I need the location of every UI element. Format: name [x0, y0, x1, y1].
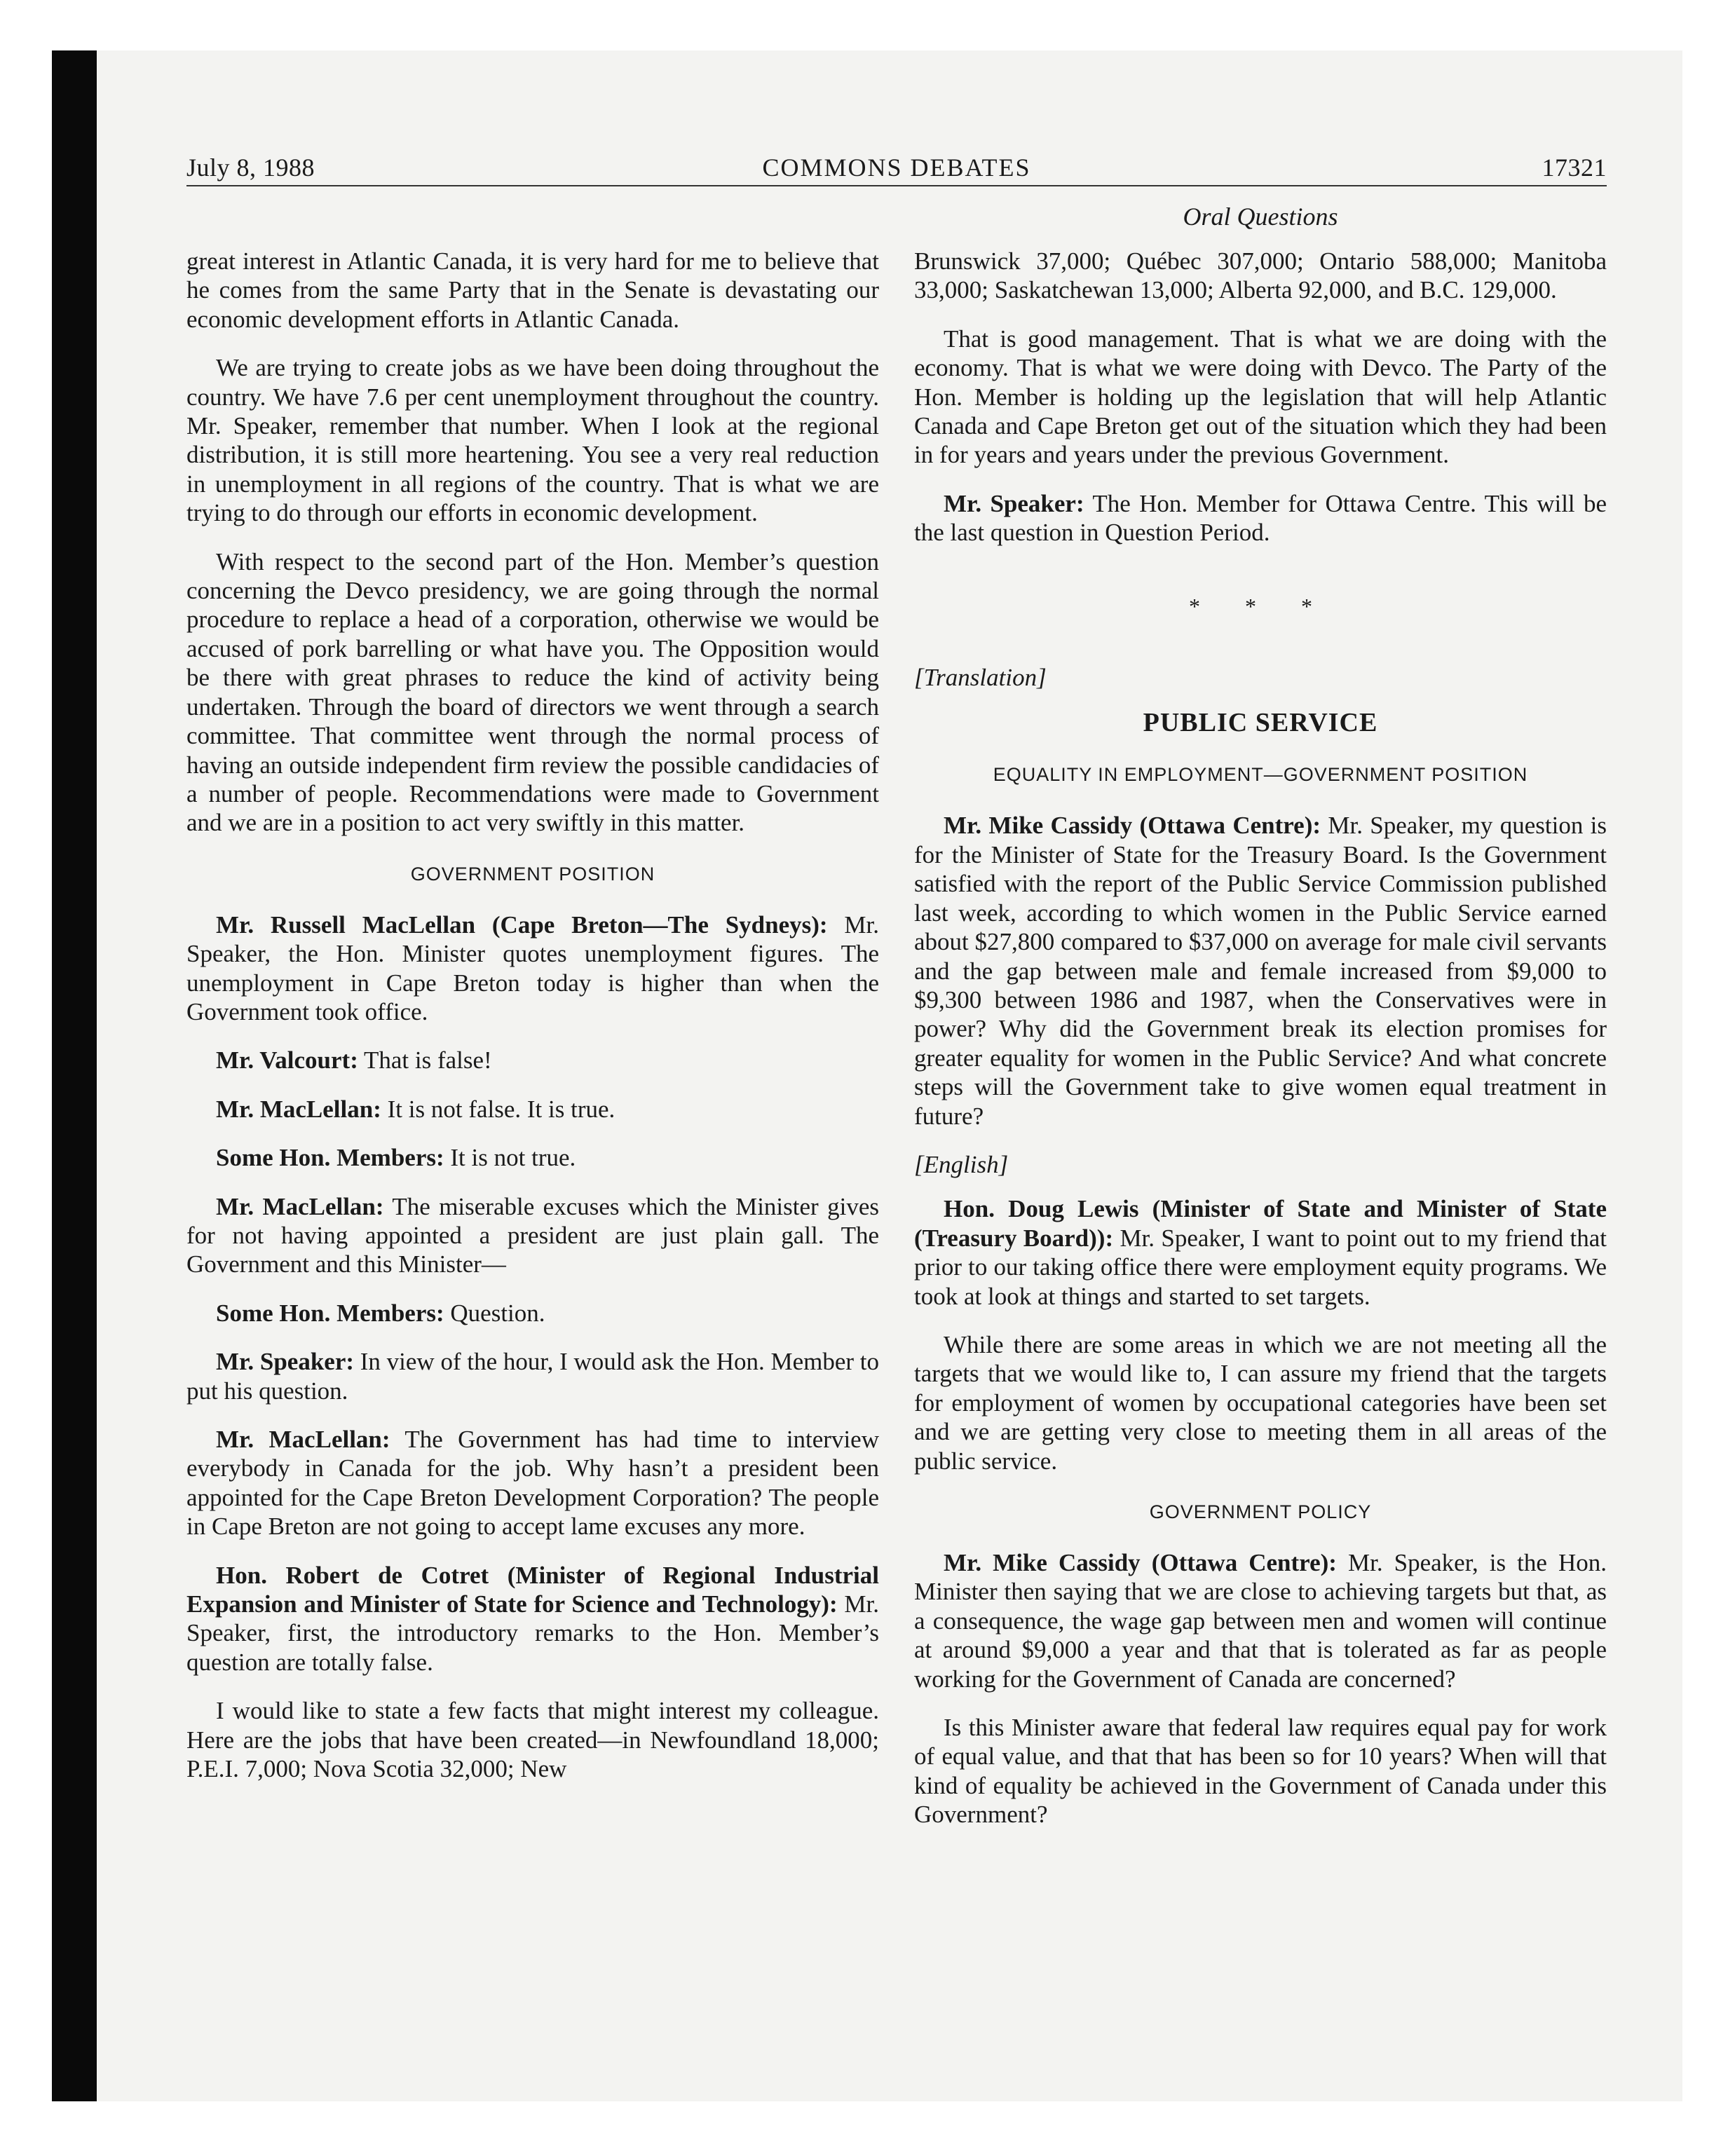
speaker-name: Mr. MacLellan:	[216, 1095, 381, 1123]
paragraph: I would like to state a few facts that might interest my colleague. Here are the jobs that have been created—in Newfoundland 18,000; P.E.I. 7,000; Nova Scotia 32,000; New	[186, 1697, 879, 1783]
header-rule	[186, 185, 1607, 186]
section-break: * * *	[1189, 593, 1332, 619]
page-header	[186, 150, 1607, 185]
speech	[914, 489, 1607, 547]
speech-text: Mr. Speaker, first, the introductory remarks to the Hon. Member’s question are totally false.	[186, 1590, 879, 1676]
speech-text: Mr. Speaker, the Hon. Minister quotes unemployment figures. The unemployment in Cape Breton today is higher than when the Government took office.	[186, 910, 879, 1025]
speaker-name: Hon. Robert de Cotret (Minister of Regional Industrial Expansion and Minister of State for Science and Technology):	[186, 1561, 879, 1618]
speech	[186, 1143, 879, 1172]
speech	[186, 1299, 879, 1328]
subheading: GOVERNMENT POSITION	[410, 863, 655, 885]
speaker-name: Mr. Valcourt:	[216, 1046, 358, 1074]
speech-text: The Government has had time to interview everybody in Canada for the job. Why hasn’t a president been appointed for the Cape Breton Development Corporation? The people in Cape Breton are not going to accept lame excuses any more.	[186, 1426, 879, 1541]
speech	[186, 1095, 879, 1124]
speech	[186, 1046, 879, 1074]
speech-text: Mr. Speaker, my question is for the Minister of State for the Treasury Board. Is the Government satisfied with the report of the Public Service Commission published last week, according to which women in the Public Service earned about $27,800 compared to $37,000 on average for male civil servants and the gap between male and female increased from $9,000 to $9,300 between 1986 and 1987, when the Conservatives were in power? Why did the Government break its election promises for greater equality for women in the Public Service? And what concrete steps will the Government take to give women equal treatment in future?	[914, 812, 1607, 1130]
speech-text: The Hon. Member for Ottawa Centre. This will be the last question in Question Period.	[914, 489, 1607, 547]
speech	[914, 1548, 1607, 1693]
speech-text: Mr. Speaker, is the Hon. Minister then saying that we are close to achieving targets but that, as a consequence, the wage gap between men and women will continue at around $9,000 a year and that that is tolerated as far as people working for the Government of Canada are concerned?	[914, 1549, 1607, 1693]
speech-text: That is false!	[358, 1046, 492, 1074]
speaker-name: Mr. Mike Cassidy (Ottawa Centre):	[944, 812, 1321, 840]
speech	[914, 1194, 1607, 1311]
paragraph: While there are some areas in which we are not meeting all the targets that we would like to, I can assure my friend that the targets for employment of women by occupational categories have been set and we are getting very close to meeting them in all areas of the public service.	[914, 1330, 1607, 1475]
page-number: 17321	[1542, 153, 1607, 182]
paragraph: We are trying to create jobs as we have been doing throughout the country. We have 7.6 per cent unemployment throughout the country. Mr. Speaker, remember that number. When I look at the regional distribution, it is still more heartening. You see a very real reduction in unemployment in all regions of the country. That is what we are trying to do through our efforts in economic development.	[186, 354, 879, 527]
translation-note: [Translation]	[914, 664, 1047, 692]
right-column	[914, 247, 1607, 1849]
speech-text: In view of the hour, I would ask the Hon. Member to put his question.	[186, 1348, 880, 1405]
speech	[186, 1192, 879, 1279]
speaker-name: Mr. MacLellan:	[216, 1426, 390, 1453]
subheading: GOVERNMENT POLICY	[1149, 1501, 1372, 1522]
subheading: EQUALITY IN EMPLOYMENT—GOVERNMENT POSITION	[993, 764, 1528, 786]
header-title: COMMONS DEBATES	[762, 153, 1031, 182]
speech	[186, 910, 879, 1027]
speaker-name: Mr. Speaker:	[944, 489, 1084, 517]
paragraph: Brunswick 37,000; Québec 307,000; Ontario 588,000; Manitoba 33,000; Saskatchewan 13,000; Alberta 92,000, and B.C. 129,000.	[914, 247, 1607, 304]
paragraph: great interest in Atlantic Canada, it is very hard for me to believe that he comes from the same Party that in the Senate is devastating our economic development efforts in Atlantic Canada.	[186, 247, 879, 333]
paragraph: With respect to the second part of the Hon. Member’s question concerning the Devco presidency, we are going through the normal procedure to replace a head of a corporation, otherwise we would be accused of pork barrelling or what have you. The Opposition would be there with great phrases to reduce the kind of activity being undertaken. Through the board of directors we went through a search committee. That committee went through the normal process of having an outside independent firm review the possible candidacies of a number of people. Recommendations were made to Government and we are in a position to act very swiftly in this matter.	[186, 547, 879, 837]
speaker-name: Hon. Doug Lewis (Minister of State and Minister of State (Treasury Board)):	[914, 1195, 1607, 1252]
speaker-name: Mr. Russell MacLellan (Cape Breton—The Sydneys):	[216, 910, 828, 939]
left-column	[186, 247, 879, 1803]
speaker-name: Mr. Speaker:	[216, 1348, 355, 1376]
paragraph: Is this Minister aware that federal law requires equal pay for work of equal value, and that that has been so for 10 years? When will that kind of equality be achieved in the Government of Canada under this Government?	[914, 1714, 1607, 1829]
speaker-name: Mr. Mike Cassidy (Ottawa Centre):	[944, 1549, 1337, 1576]
speech	[186, 1425, 879, 1541]
speaker-name: Some Hon. Members:	[216, 1299, 444, 1327]
speech-text: It is not false. It is true.	[381, 1095, 615, 1123]
speech-text: It is not true.	[444, 1144, 576, 1172]
speech-text: Mr. Speaker, I want to point out to my friend that prior to our taking office there were employment equity programs. We took at look at things and started to set targets.	[914, 1224, 1607, 1310]
speaker-name: Mr. MacLellan:	[216, 1192, 384, 1220]
speech	[186, 1561, 879, 1677]
speech-text: The miserable excuses which the Minister gives for not having appointed a president are just plain gall. The Government and this Minister—	[186, 1192, 879, 1278]
scan-border	[52, 50, 97, 2101]
speech	[186, 1347, 879, 1405]
section-header: Oral Questions	[1183, 203, 1338, 231]
speech	[914, 811, 1607, 1130]
speaker-name: Some Hon. Members:	[216, 1144, 444, 1172]
paragraph: That is good management. That is what we are doing with the economy. That is what we were doing with Devco. The Party of the Hon. Member is holding up the legislation that will help Atlantic Canada and Cape Breton get out of the situation which they had been in for years and years under the previous Government.	[914, 325, 1607, 469]
main-heading: PUBLIC SERVICE	[1143, 708, 1378, 738]
speech-text: Question.	[444, 1299, 545, 1327]
header-date: July 8, 1988	[186, 153, 315, 182]
english-note: [English]	[914, 1150, 1009, 1178]
